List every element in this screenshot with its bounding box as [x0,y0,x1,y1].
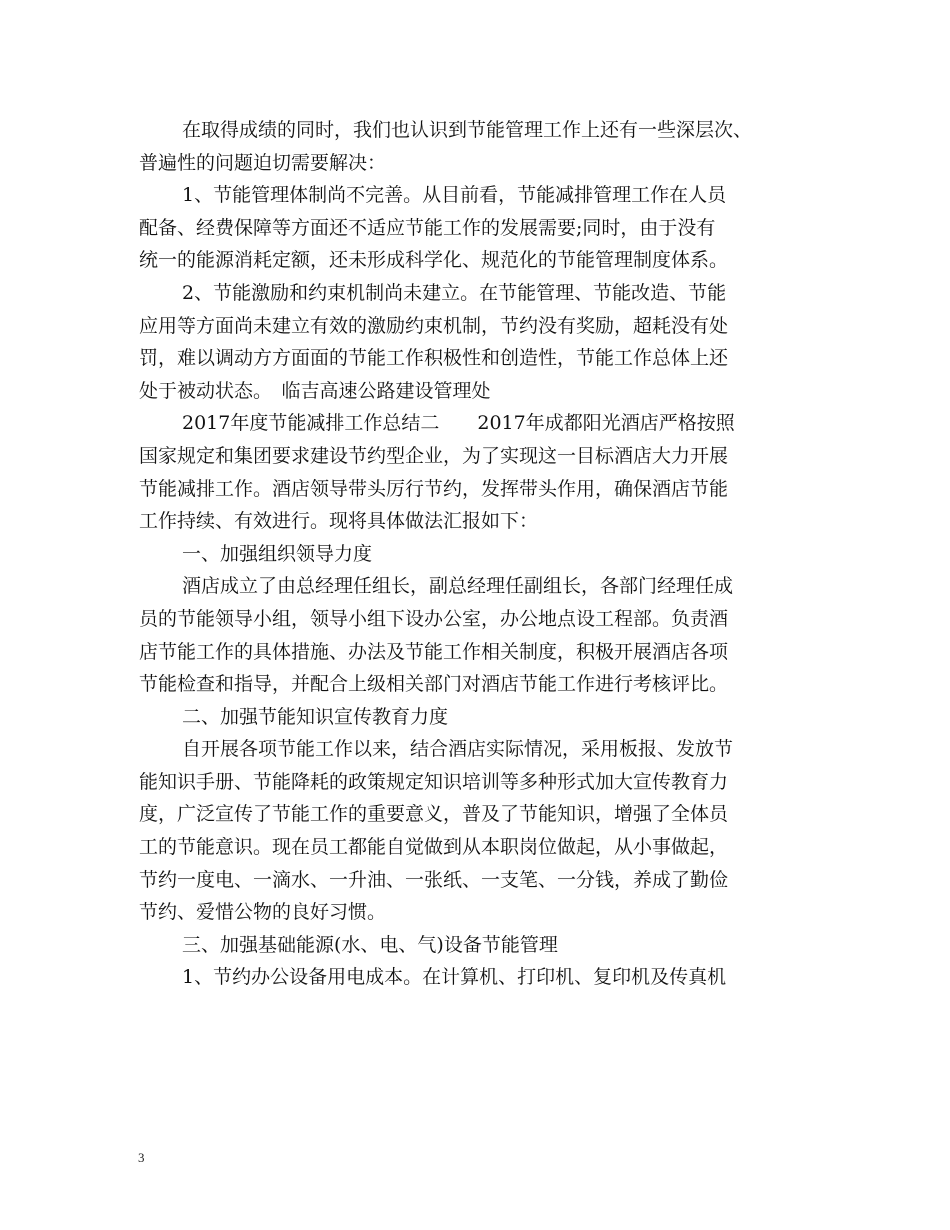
text-line: 国家规定和集团要求建设节约型企业，为了实现这一目标酒店大力开展 [139,444,729,467]
text-line: 节约一度电、一滴水、一升油、一张纸、一支笔、一分钱，养成了勤俭 [139,868,729,891]
page-number: 3 [138,1150,145,1165]
text-line: 酒店成立了由总经理任组长，副总经理任副组长，各部门经理任成 [182,575,734,598]
text-line: 应用等方面尚未建立有效的激励约束机制，节约没有奖励，超耗没有处 [139,314,729,337]
text-line: 1、节能管理体制尚不完善。从目前看，节能减排管理工作在人员 [182,184,727,207]
section-heading: 一、加强组织领导力度 [182,542,373,565]
text-line: 2、节能激励和约束机制尚未建立。在节能管理、节能改造、节能 [182,281,727,304]
text-line: 统一的能源消耗定额，还未形成科学化、规范化的节能管理制度体系。 [139,249,729,272]
text-line: 节约、爱惜公物的良好习惯。 [139,901,387,924]
text-line: 自开展各项节能工作以来，结合酒店实际情况，采用板报、发放节 [182,738,734,761]
text-line: 2017年度节能减排工作总结二 2017年成都阳光酒店严格按照 [182,412,735,435]
text-line: 1、节约办公设备用电成本。在计算机、打印机、复印机及传真机 [182,966,727,989]
document-body [139,114,813,994]
text-line: 员的节能领导小组，领导小组下设办公室，办公地点设工程部。负责酒 [139,607,729,630]
text-line: 处于被动状态。 临吉高速公路建设管理处 [139,379,491,402]
section-heading: 二、加强节能知识宣传教育力度 [182,705,449,728]
text-line: 度，广泛宣传了节能工作的重要意义，普及了节能知识，增强了全体员 [139,803,729,826]
body-text [139,114,813,994]
section-heading: 三、加强基础能源(水、电、气)设备节能管理 [182,933,558,956]
text-line: 工作持续、有效进行。现将具体做法汇报如下： [139,510,539,533]
text-line: 工的节能意识。现在员工都能自觉做到从本职岗位做起，从小事做起， [139,836,729,859]
text-line: 配备、经费保障等方面还不适应节能工作的发展需要;同时，由于没有 [139,216,716,239]
text-line: 店节能工作的具体措施、办法及节能工作相关制度，积极开展酒店各项 [139,640,729,663]
text-line: 普遍性的问题迫切需要解决： [139,151,387,174]
text-line: 能知识手册、节能降耗的政策规定知识培训等多种形式加大宣传教育力 [139,770,729,793]
text-line: 节能检查和指导，并配合上级相关部门对酒店节能工作进行考核评比。 [139,673,729,696]
text-line: 在取得成绩的同时，我们也认识到节能管理工作上还有一些深层次、 [182,119,753,141]
text-line: 节能减排工作。酒店领导带头厉行节约，发挥带头作用，确保酒店节能 [139,477,729,500]
text-line: 罚，难以调动方方面面的节能工作积极性和创造性，节能工作总体上还 [139,347,729,370]
